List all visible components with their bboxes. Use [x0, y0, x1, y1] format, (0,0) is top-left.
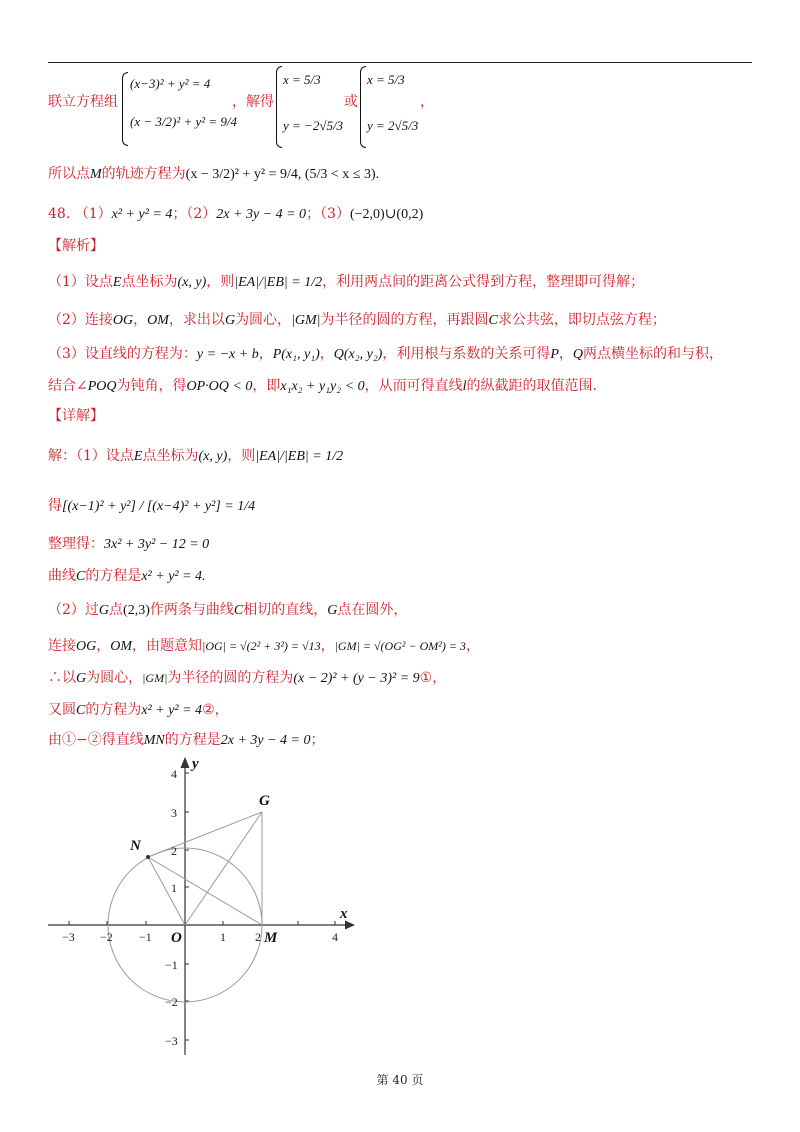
- system-eq1: (x−3)² + y² = 4: [130, 76, 211, 91]
- solution2-x: x = 5/3: [367, 72, 405, 87]
- brace-2: [276, 66, 282, 148]
- solution2-y: y = 2√5/3: [367, 118, 419, 133]
- question-48-answers: 48. （1）x² + y² = 4；（2）2x + 3y − 4 = 0；（3）(−2,0)∪(0,2): [48, 206, 424, 222]
- point-M-label: M: [264, 930, 278, 946]
- segment-OG: [185, 812, 262, 925]
- brace-1: [122, 72, 128, 146]
- y-tick-label: −2: [165, 995, 178, 1009]
- y-tick-label: −1: [165, 958, 178, 972]
- segment-NO: [148, 857, 185, 925]
- system-prefix: 联立方程组: [48, 94, 118, 110]
- x-tick-label: 4: [332, 930, 338, 944]
- coordinate-figure: [40, 750, 370, 1065]
- comma: ，: [420, 94, 434, 110]
- y-tick-label: 3: [171, 806, 177, 820]
- detail-line-5: （2）过G点(2,3)作两条与曲线C相切的直线，G点在圆外，: [48, 602, 408, 618]
- detail-line-3: 整理得：3x² + 3y² − 12 = 0: [48, 536, 210, 552]
- detail-line-2: 得[(x−1)² + y²] / [(x−4)² + y²] = 1/4: [48, 498, 256, 514]
- page-number: 第 40 页: [376, 1073, 424, 1087]
- detail-line-8: 又圆C的方程为x² + y² = 4②，: [48, 702, 229, 718]
- x-tick-label: 2: [255, 930, 261, 944]
- y-tick-label: 4: [171, 767, 177, 781]
- x-tick-label: −1: [139, 930, 152, 944]
- y-axis-label: y: [192, 756, 199, 772]
- solve-word: ，解得: [232, 94, 274, 110]
- analysis-heading: 【解析】: [48, 238, 104, 254]
- locus-line: 所以点M的轨迹方程为(x − 3/2)² + y² = 9/4, (5/3 < x ≤ 3).: [48, 166, 380, 182]
- y-axis-arrow: [181, 757, 190, 768]
- point-G-label: G: [259, 793, 270, 809]
- analysis-part4: 结合∠POQ为钝角，得OP·OQ < 0，即x₁x₂ + y₁y₂ < 0，从而可得直线l的纵截距的取值范围.: [48, 378, 597, 394]
- detail-line-6: 连接OG，OM，由题意知|OG| = √(2² + 3²) = √13，|GM| = √(OG² − OM²) = 3，: [48, 638, 480, 654]
- system-eq2: (x − 3/2)² + y² = 9/4: [130, 114, 238, 129]
- detail-line-7: ∴以G为圆心，|GM|为半径的圆的方程为(x − 2)² + (y − 3)² = 9①，: [48, 670, 447, 686]
- y-tick-label: −3: [165, 1034, 178, 1048]
- point-N-dot: [146, 855, 150, 859]
- origin-label: O: [171, 930, 182, 946]
- segment-NM: [148, 857, 262, 925]
- solution1-x: x = 5/3: [283, 72, 321, 87]
- y-tick-label: 2: [171, 844, 177, 858]
- solution1-y: y = −2√5/3: [283, 118, 344, 133]
- analysis-part1: （1）设点E点坐标为(x, y)，则|EA|/|EB| = 1/2，利用两点间的距离公式得到方程，整理即可得解；: [48, 274, 645, 290]
- analysis-part3: （3）设直线的方程为：y = −x + b，P(x₁, y₁)，Q(x₂, y₂)，利用根与系数的关系可得P，Q两点横坐标的和与积，: [48, 346, 724, 362]
- x-tick-label: −2: [100, 930, 113, 944]
- brace-3: [360, 66, 366, 148]
- point-N-label: N: [130, 838, 141, 854]
- or-word: 或: [344, 94, 358, 110]
- header-rule: [48, 62, 752, 63]
- y-tick-label: 1: [171, 881, 177, 895]
- detail-line-1: 解：（1）设点E点坐标为(x, y)，则|EA|/|EB| = 1/2: [48, 448, 344, 464]
- x-tick-label: −3: [62, 930, 75, 944]
- detail-line-4: 曲线C的方程是x² + y² = 4.: [48, 568, 206, 584]
- x-axis-label: x: [340, 906, 348, 922]
- x-tick-label: 1: [220, 930, 226, 944]
- analysis-part2: （2）连接OG，OM，求出以G为圆心，|GM|为半径的圆的方程，再跟圆C求公共弦，即切点弦方程；: [48, 312, 666, 328]
- details-heading: 【详解】: [48, 408, 104, 424]
- detail-line-9: 由①−②得直线MN的方程是2x + 3y − 4 = 0；: [48, 732, 325, 748]
